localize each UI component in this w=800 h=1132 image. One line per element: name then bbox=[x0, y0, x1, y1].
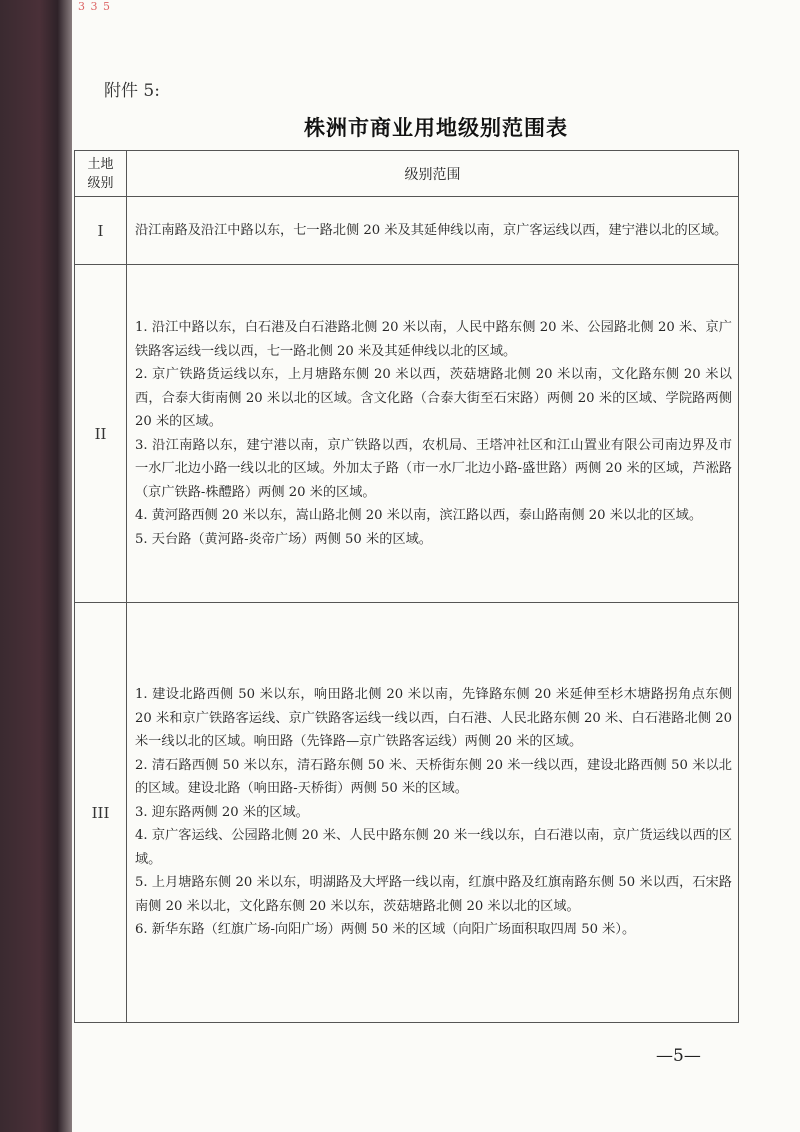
row-range-3 bbox=[127, 603, 739, 1023]
range-item: 5. 上月塘路东侧 20 米以东，明湖路及大坪路一线以南，红旗中路及红旗南路东侧 50 米以西，石宋路南侧 20 米以北，文化路东侧 20 米以东，茨菇塘路北侧 20 米以北的区域。 bbox=[135, 875, 732, 914]
row-level-3: III bbox=[75, 603, 127, 1023]
range-item: 1. 建设北路西侧 50 米以东，响田路北侧 20 米以南，先锋路东侧 20 米延伸至杉木塘路拐角点东侧 20 米和京广铁路客运线、京广铁路客运线一线以西，白石港、人民北路东侧 20 米、白石港路北侧 20 米一线以北的区域。响田路（先锋路—京广铁路客运线）两侧 20 米的区域。 bbox=[135, 687, 732, 750]
table-row bbox=[75, 197, 739, 265]
range-item: 2. 京广铁路货运线以东，上月塘路东侧 20 米以西，茨菇塘路北侧 20 米以南，文化路东侧 20 米以西，合泰大街南侧 20 米以北的区域。含文化路（合泰大街至石宋路）两侧 20 米的区域、学院路两侧 20 米的区域。 bbox=[135, 367, 732, 429]
row-range-1 bbox=[127, 197, 739, 265]
document-title: 株洲市商业用地级别范围表 bbox=[304, 115, 568, 140]
page-number: —5— bbox=[656, 1046, 701, 1066]
level-range-table bbox=[74, 150, 739, 1023]
table-row bbox=[75, 265, 739, 603]
range-item: 3. 迎东路两侧 20 米的区域。 bbox=[135, 804, 309, 820]
range-item: 4. 京广客运线、公园路北侧 20 米、人民中路东侧 20 米一线以东，白石港以南，京广货运线以西的区域。 bbox=[135, 828, 732, 867]
top-stamp: 3 3 5 bbox=[78, 0, 111, 13]
header-level-range: 级别范围 bbox=[127, 151, 739, 197]
binding-edge bbox=[0, 0, 72, 1132]
header-land-level bbox=[75, 151, 127, 197]
range-item: 4. 黄河路西侧 20 米以东，嵩山路北侧 20 米以南，滨江路以西，泰山路南侧 20 米以北的区域。 bbox=[135, 508, 703, 523]
range-item: 1. 沿江中路以东，白石港及白石港路北侧 20 米以南，人民中路东侧 20 米、公园路北侧 20 米、京广铁路客运线一线以西，七一路北侧 20 米及其延伸线以北的区域。 bbox=[135, 320, 732, 359]
row-level-1: I bbox=[75, 197, 127, 265]
row-level-2: II bbox=[75, 265, 127, 603]
range-item: 3. 沿江南路以东，建宁港以南，京广铁路以西，农机局、王塔冲社区和江山置业有限公司南边界及市一水厂北边小路一线以北的区域。外加太子路（市一水厂北边小路-盛世路）两侧 20 米的区域，芦淞路（京广铁路-株醴路）两侧 20 米的区域。 bbox=[135, 437, 732, 500]
table-row bbox=[75, 603, 739, 1023]
header-land-level-text: 土地 级别 bbox=[87, 156, 114, 191]
row-range-2 bbox=[127, 265, 739, 603]
attachment-label: 附件 5: bbox=[104, 81, 160, 101]
table-header-row bbox=[75, 151, 739, 197]
range-item: 5. 天台路（黄河路-炎帝广场）两侧 50 米的区域。 bbox=[135, 531, 432, 547]
range-item: 沿江南路及沿江中路以东，七一路北侧 20 米及其延伸线以南，京广客运线以西，建宁港以北的区域。 bbox=[135, 222, 728, 238]
range-item: 6. 新华东路（红旗广场-向阳广场）两侧 50 米的区域（向阳广场面积取四周 50 米）。 bbox=[135, 922, 636, 938]
range-item: 2. 清石路西侧 50 米以东，清石路东侧 50 米、天桥街东侧 20 米一线以西，建设北路西侧 50 米以北的区域。建设北路（响田路-天桥街）两侧 50 米的区域。 bbox=[135, 757, 732, 797]
